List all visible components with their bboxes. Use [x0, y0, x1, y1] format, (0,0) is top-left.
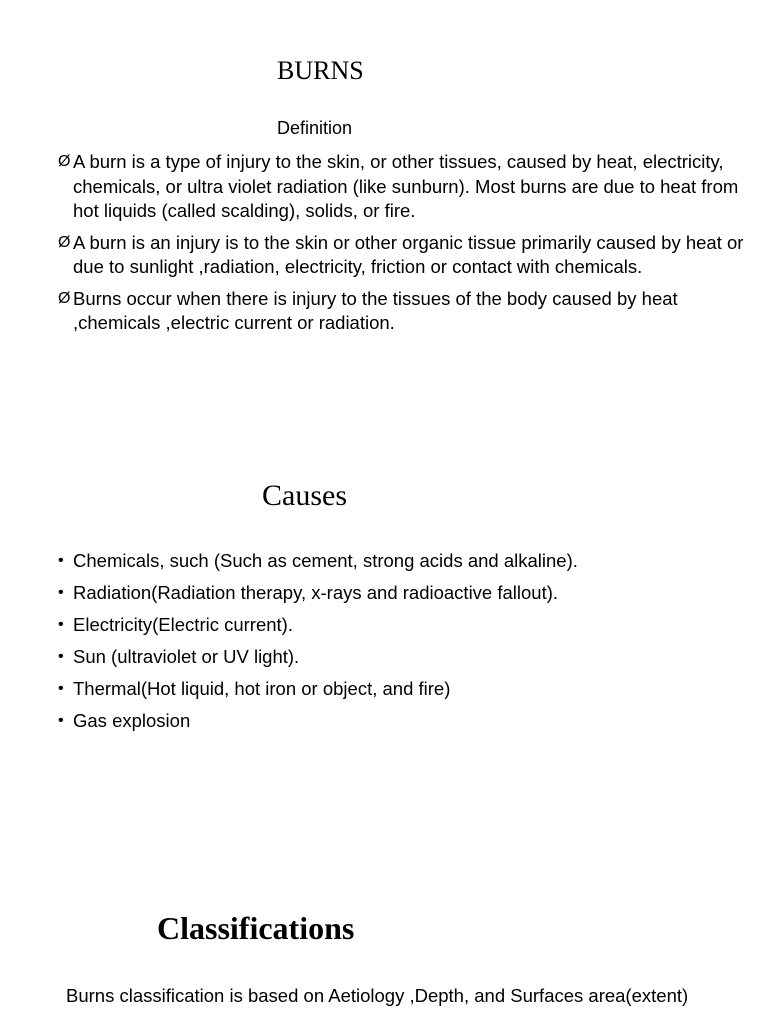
cause-text: Electricity(Electric current).: [73, 614, 293, 635]
definition-text: A burn is an injury is to the skin or other organic tissue primarily caused by heat or due to sunlight ,radiation, electricity, friction or contact with chemicals.: [73, 231, 744, 277]
cause-text: Gas explosion: [73, 710, 191, 731]
definition-heading: Definition: [277, 118, 353, 138]
bullet-icon: •: [58, 552, 64, 569]
classifications-heading: Classifications: [157, 910, 355, 946]
arrow-bullet-icon: Ø: [58, 233, 71, 251]
arrow-bullet-icon: Ø: [58, 289, 71, 307]
page-title: BURNS: [277, 56, 364, 85]
causes-list: [58, 549, 758, 741]
definition-text: Burns occur when there is injury to the tissues of the body caused by heat ,chemicals ,electric current or radiation.: [73, 287, 678, 333]
cause-text: Thermal(Hot liquid, hot iron or object, and fire): [73, 678, 451, 699]
list-item: [58, 549, 758, 573]
cause-text: Chemicals, such (Such as cement, strong acids and alkaline).: [73, 550, 578, 571]
bullet-icon: •: [58, 584, 64, 601]
definition-text: A burn is a type of injury to the skin, or other tissues, caused by heat, electricity, chemicals, or ultra violet radiation (like sunburn). Most burns are due to heat from hot liquids (called scalding), solids, or fire.: [73, 151, 739, 221]
bullet-icon: •: [58, 712, 64, 729]
bullet-icon: •: [58, 616, 64, 633]
list-item: [58, 709, 758, 733]
definition-list: [58, 150, 758, 343]
definition-item: [58, 231, 758, 280]
definition-item: [58, 287, 758, 336]
definition-item: [58, 150, 758, 224]
arrow-bullet-icon: Ø: [58, 153, 71, 170]
cause-text: Sun (ultraviolet or UV light).: [73, 646, 300, 667]
causes-heading: Causes: [262, 479, 347, 512]
classifications-text: Burns classification is based on Aetiology ,Depth, and Surfaces area(extent): [66, 985, 689, 1006]
list-item: [58, 677, 758, 701]
list-item: [58, 613, 758, 637]
bullet-icon: •: [58, 648, 64, 665]
cause-text: Radiation(Radiation therapy, x-rays and radioactive fallout).: [73, 582, 559, 603]
bullet-icon: •: [58, 680, 64, 697]
list-item: [58, 645, 758, 669]
list-item: [58, 581, 758, 605]
